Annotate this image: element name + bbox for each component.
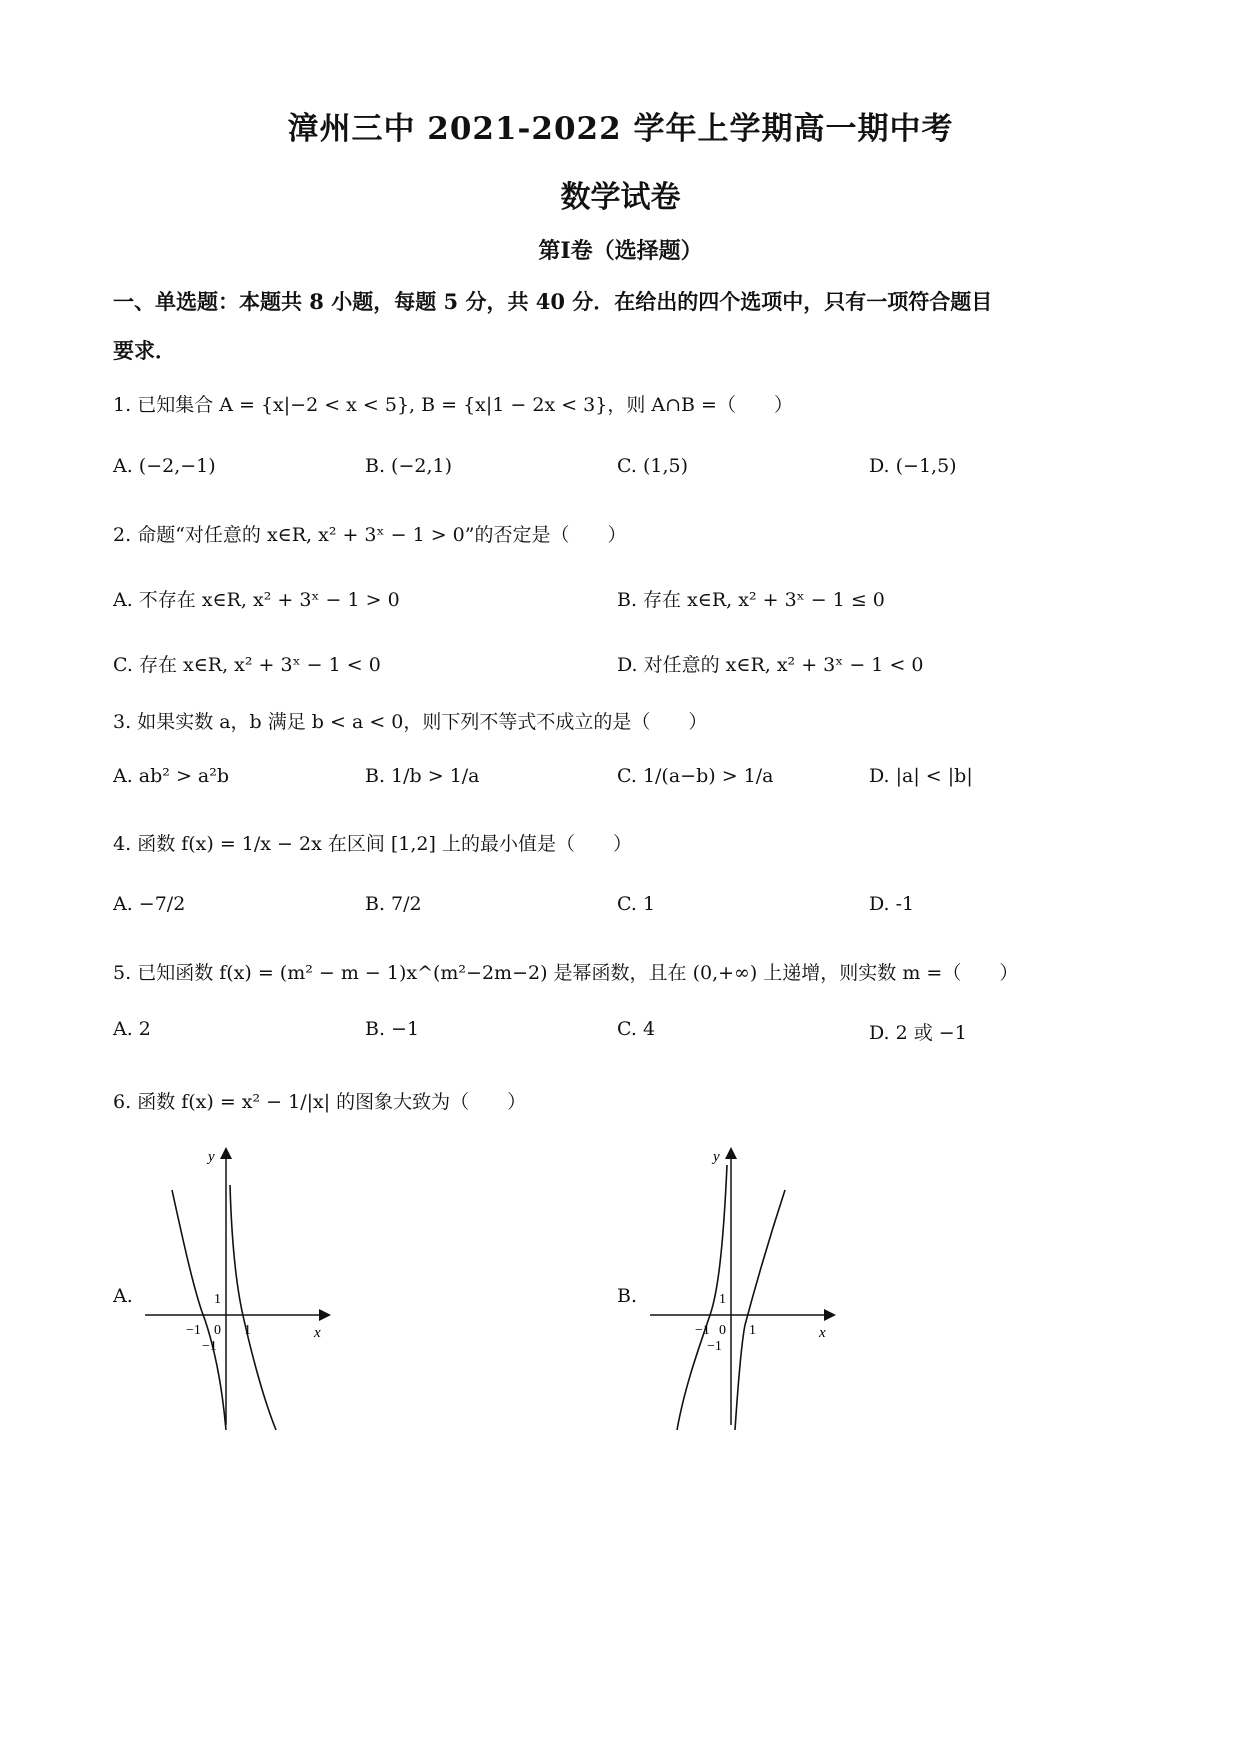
question-number: 1. — [113, 394, 132, 416]
curve-right — [735, 1190, 785, 1430]
section-heading-line1: 一、单选题：本题共 8 小题，每题 5 分，共 40 分．在给出的四个选项中，只有一项符合题目 — [113, 289, 993, 314]
curve-left — [172, 1190, 226, 1430]
question-number: 5. — [113, 962, 132, 984]
exam-title: 漳州三中 2021-2022 学年上学期高一期中考 — [287, 111, 954, 147]
question-5 — [113, 958, 1018, 985]
label-y: y — [713, 1149, 720, 1165]
label-origin: 0 — [719, 1323, 726, 1338]
label-y: y — [208, 1149, 215, 1165]
label-neg-one-y: −1 — [202, 1339, 217, 1354]
q1-option-c[interactable]: C. (1,5) — [617, 455, 688, 477]
question-stem: 命题“对任意的 x∈R, x² + 3ˣ − 1 > 0”的否定是（ ） — [137, 524, 627, 546]
q4-option-b[interactable]: B. 7/2 — [365, 893, 422, 915]
graph-a[interactable] — [140, 1145, 340, 1435]
q2-option-a[interactable]: A. 不存在 x∈R, x² + 3ˣ − 1 > 0 — [113, 589, 400, 611]
question-6 — [113, 1087, 526, 1114]
q3-option-c[interactable]: C. 1/(a−b) > 1/a — [617, 765, 774, 787]
q3-option-d[interactable]: D. |a| < |b| — [869, 765, 973, 787]
question-stem: 已知函数 f(x) = (m² − m − 1)x^(m²−2m−2) 是幂函数，且在 (0,+∞) 上递增，则实数 m =（ ） — [137, 962, 1019, 984]
q1-option-d[interactable]: D. (−1,5) — [869, 455, 957, 477]
q5-option-d[interactable]: D. 2 或 −1 — [869, 1022, 967, 1044]
q1-option-b[interactable]: B. (−2,1) — [365, 455, 453, 477]
question-stem: 函数 f(x) = 1/x − 2x 在区间 [1,2] 上的最小值是（ ） — [137, 833, 632, 855]
section-heading-line2: 要求． — [113, 338, 176, 363]
question-stem: 已知集合 A = {x|−2 < x < 5}, B = {x|1 − 2x < 3}，则 A∩B =（ ） — [137, 394, 793, 416]
question-number: 3. — [113, 711, 132, 733]
graph-b[interactable] — [645, 1145, 845, 1435]
q4-option-a[interactable]: A. −7/2 — [113, 893, 186, 915]
label-x: x — [819, 1325, 826, 1341]
question-number: 4. — [113, 833, 132, 855]
question-4 — [113, 829, 632, 856]
question-3 — [113, 707, 707, 734]
q5-option-a[interactable]: A. 2 — [113, 1018, 151, 1040]
question-number: 6. — [113, 1091, 132, 1113]
question-stem: 函数 f(x) = x² − 1/|x| 的图象大致为（ ） — [137, 1091, 527, 1113]
question-stem: 如果实数 a，b 满足 b < a < 0，则下列不等式不成立的是（ ） — [137, 711, 708, 733]
volume-heading: 第Ⅰ卷（选择题） — [538, 238, 703, 264]
q2-option-b[interactable]: B. 存在 x∈R, x² + 3ˣ − 1 ≤ 0 — [617, 589, 885, 611]
q5-option-b[interactable]: B. −1 — [365, 1018, 420, 1040]
q2-option-d[interactable]: D. 对任意的 x∈R, x² + 3ˣ − 1 < 0 — [617, 654, 924, 676]
q5-option-c[interactable]: C. 4 — [617, 1018, 656, 1040]
label-origin: 0 — [214, 1323, 221, 1338]
label-neg-one-x: −1 — [186, 1323, 201, 1338]
question-2 — [113, 520, 626, 547]
label-one-y: 1 — [214, 1292, 221, 1307]
exam-subtitle: 数学试卷 — [560, 180, 681, 215]
label-neg-one-y: −1 — [707, 1339, 722, 1354]
q3-option-a[interactable]: A. ab² > a²b — [113, 765, 230, 787]
label-one-y: 1 — [719, 1292, 726, 1307]
q6-option-b[interactable]: B. — [617, 1285, 638, 1307]
q6-option-a[interactable]: A. — [113, 1285, 133, 1307]
q1-option-a[interactable]: A. (−2,−1) — [113, 455, 216, 477]
curve-right — [230, 1185, 276, 1430]
label-neg-one-x: −1 — [695, 1323, 710, 1338]
q4-option-d[interactable]: D. -1 — [869, 893, 915, 915]
label-x: x — [314, 1325, 321, 1341]
q2-option-c[interactable]: C. 存在 x∈R, x² + 3ˣ − 1 < 0 — [113, 654, 381, 676]
question-1 — [113, 390, 793, 417]
question-number: 2. — [113, 524, 132, 546]
label-one-x: 1 — [749, 1323, 756, 1338]
q4-option-c[interactable]: C. 1 — [617, 893, 656, 915]
label-one-x: 1 — [244, 1323, 251, 1338]
q3-option-b[interactable]: B. 1/b > 1/a — [365, 765, 480, 787]
